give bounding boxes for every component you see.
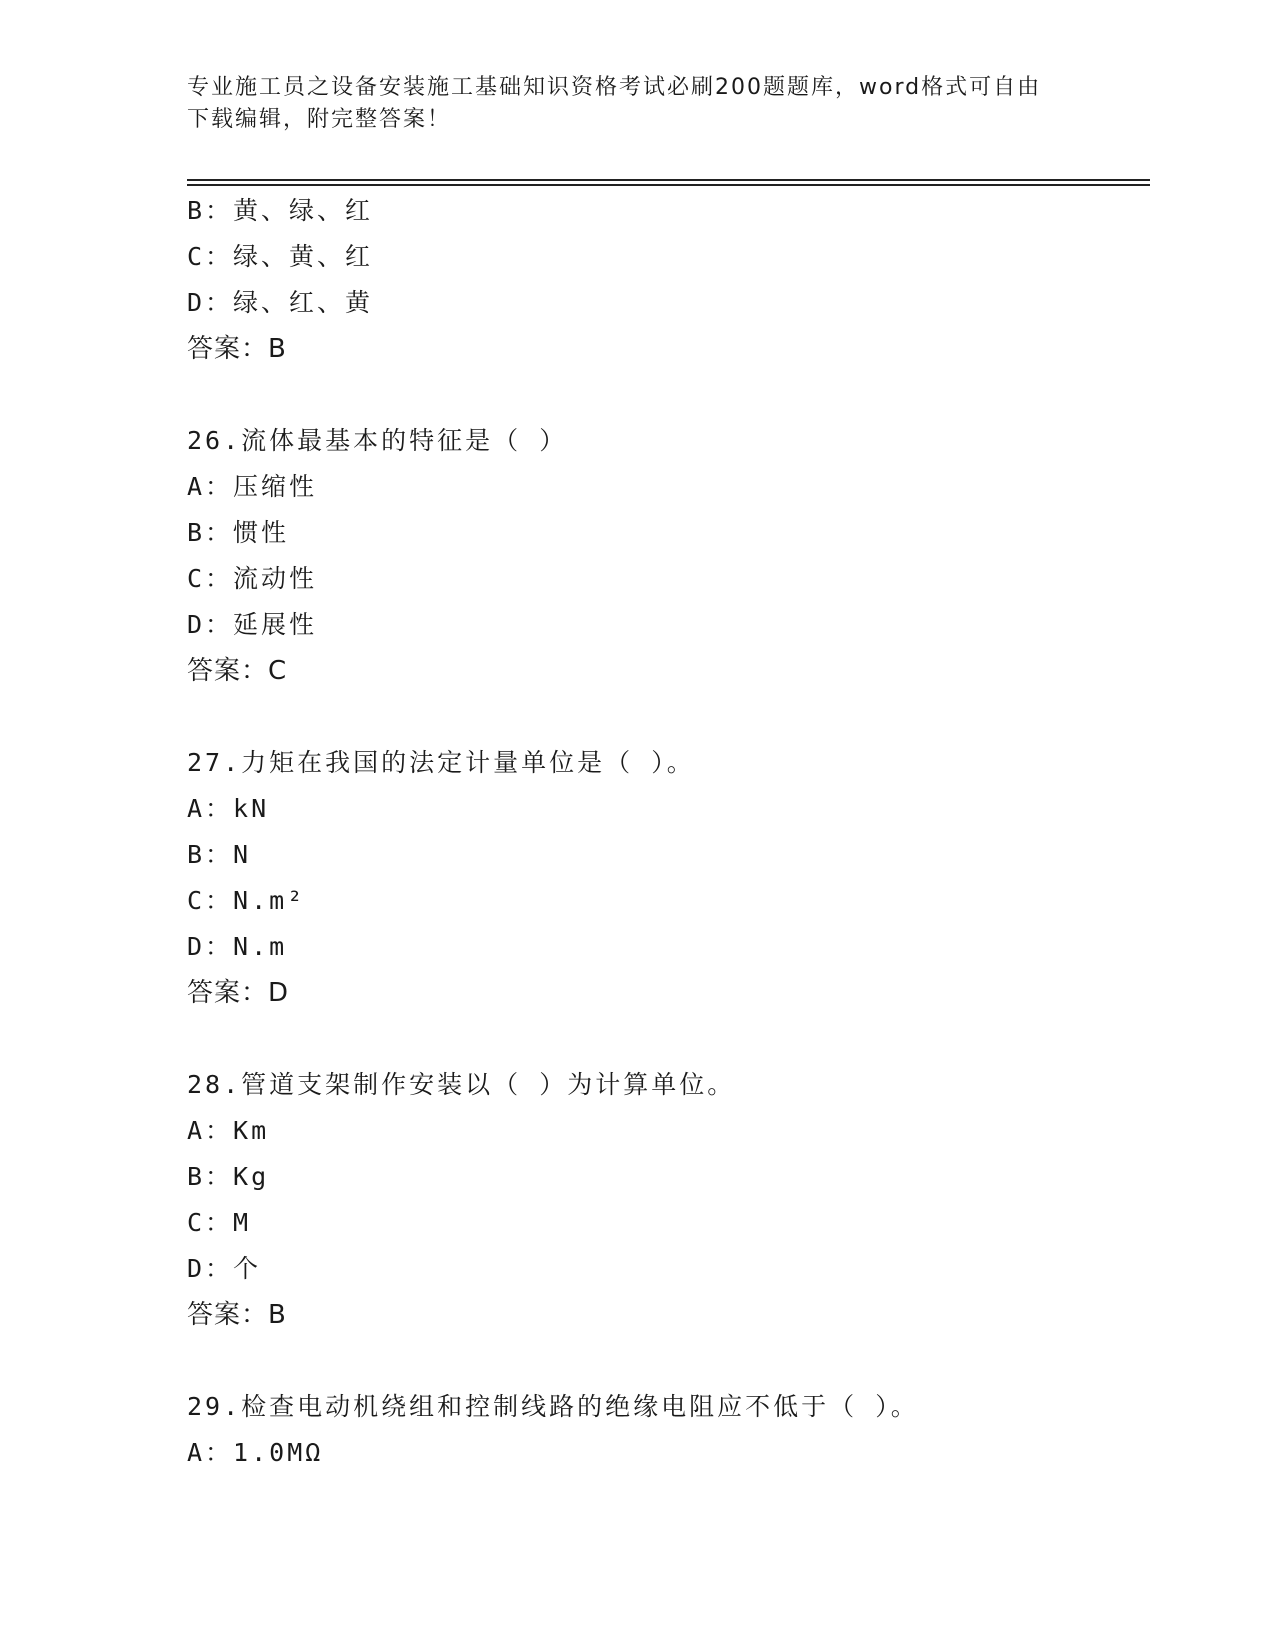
question-title: 28.管道支架制作安装以（ ）为计算单位。 — [187, 1070, 736, 1099]
option-d: D：延展性 — [187, 610, 318, 639]
question-title: 27.力矩在我国的法定计量单位是（ ）。 — [187, 748, 695, 777]
option-c: C：N.m² — [187, 886, 306, 915]
question-29 — [187, 1384, 1147, 1476]
option-a: A：1.0MΩ — [187, 1438, 324, 1467]
option-b: B：黄、绿、红 — [187, 196, 374, 225]
option-b: B：N — [187, 840, 252, 869]
answer-line: 答案：D — [187, 978, 290, 1008]
document-header — [187, 72, 1067, 136]
option-a: A：kN — [187, 794, 270, 823]
option-c: C：M — [187, 1208, 252, 1237]
answer-line: 答案：B — [187, 1300, 287, 1330]
header-line-1: 专业施工员之设备安装施工基础知识资格考试必刷200题题库，word格式可自由 — [187, 75, 1042, 100]
spacer — [187, 1016, 1147, 1062]
spacer — [187, 1338, 1147, 1384]
question-25 — [187, 188, 1147, 372]
option-b: B：惯性 — [187, 518, 290, 547]
question-list — [187, 188, 1147, 1476]
option-b: B：Kg — [187, 1162, 270, 1191]
answer-line: 答案：C — [187, 656, 288, 686]
spacer — [187, 694, 1147, 740]
header-divider-top — [187, 179, 1150, 181]
header-divider-bottom — [187, 184, 1150, 186]
question-title: 29.检查电动机绕组和控制线路的绝缘电阻应不低于（ ）。 — [187, 1392, 919, 1421]
option-d: D：个 — [187, 1254, 262, 1283]
option-d: D：N.m — [187, 932, 288, 961]
option-c: C：绿、黄、红 — [187, 242, 374, 271]
header-line-2: 下载编辑，附完整答案！ — [187, 107, 452, 132]
option-d: D：绿、红、黄 — [187, 288, 374, 317]
option-c: C：流动性 — [187, 564, 318, 593]
question-26 — [187, 418, 1147, 694]
answer-line: 答案：B — [187, 334, 287, 364]
spacer — [187, 372, 1147, 418]
question-title: 26.流体最基本的特征是（ ） — [187, 426, 568, 455]
question-28 — [187, 1062, 1147, 1338]
option-a: A：压缩性 — [187, 472, 318, 501]
question-27 — [187, 740, 1147, 1016]
option-a: A：Km — [187, 1116, 270, 1145]
